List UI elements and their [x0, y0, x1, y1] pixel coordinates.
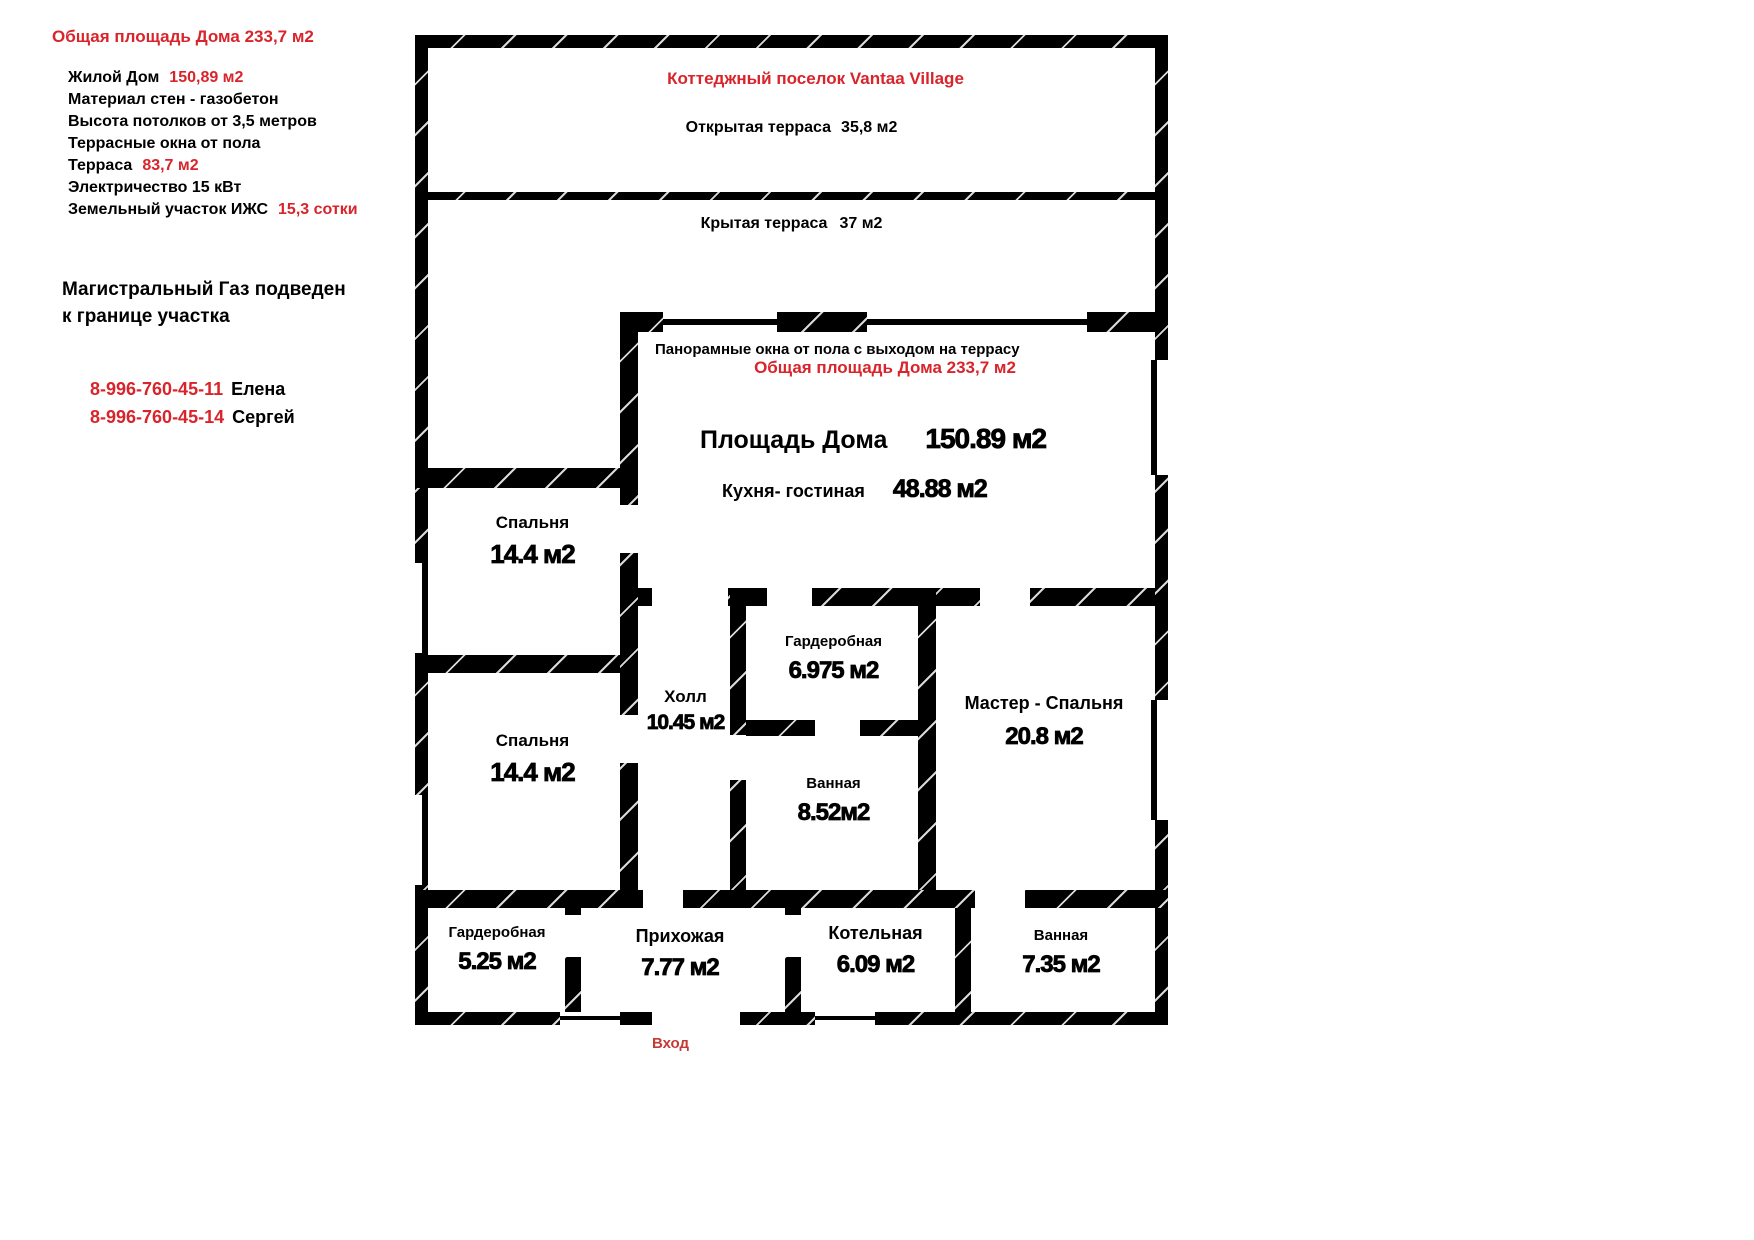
- entrance-door-opening: [652, 1012, 740, 1025]
- door-opening: [652, 588, 728, 606]
- room-name: Холл: [664, 687, 707, 706]
- terrace-area: 35,8 м2: [841, 119, 898, 136]
- house-area-label: Площадь Дома: [700, 426, 888, 454]
- phone-number: 8-996-760-45-11: [90, 379, 224, 399]
- info-label: Высота потолков от 3,5 метров: [68, 113, 317, 130]
- contacts: [90, 375, 295, 431]
- info-lines: [68, 67, 358, 221]
- room-name: Котельная: [828, 923, 923, 943]
- door-opening: [620, 505, 638, 553]
- info-line: [68, 111, 358, 133]
- info-line: [68, 155, 358, 177]
- door-opening: [730, 735, 746, 780]
- gas-note: [62, 276, 346, 330]
- wall-bottomrow-top: [415, 890, 1168, 908]
- house-area-line: [700, 423, 1046, 455]
- room-area: 20.8 м2: [1005, 722, 1083, 750]
- house-area-value: 150.89 м2: [925, 423, 1047, 454]
- info-value: 150,89 м2: [169, 69, 244, 86]
- window-marker: [560, 1012, 620, 1025]
- terrace-area: 37 м2: [839, 215, 883, 232]
- info-label: Жилой Дом: [68, 69, 160, 86]
- info-line: [68, 89, 358, 111]
- contact-name: Елена: [231, 379, 286, 399]
- terrace-name: Крытая терраса: [700, 215, 828, 232]
- room-area: 10.45 м2: [646, 711, 725, 735]
- window-marker: [1144, 360, 1168, 475]
- room-boiler: [793, 923, 958, 979]
- room-area: 8.52м2: [797, 799, 870, 826]
- room-name: Спальня: [495, 731, 570, 750]
- info-value: 15,3 сотки: [278, 201, 358, 218]
- open-terrace-label: [415, 119, 1168, 137]
- info-label: Терраса: [68, 157, 133, 174]
- room-area: 7.77 м2: [641, 953, 719, 981]
- gas-note-line1: Магистральный Газ подведен: [62, 279, 346, 300]
- phone-number: 8-996-760-45-14: [90, 407, 225, 427]
- info-label: Электричество 15 кВт: [68, 179, 242, 196]
- gas-note-line2: к границе участка: [62, 306, 230, 327]
- wall-bedroom-divider: [415, 655, 620, 673]
- window-marker: [415, 563, 439, 653]
- room-area: 6.09 м2: [836, 950, 915, 978]
- window-marker: [867, 312, 1087, 332]
- room-area: 6.975 м2: [788, 657, 879, 684]
- info-line: [68, 199, 358, 221]
- room-bedroom2: [445, 731, 620, 788]
- contact-name: Сергей: [232, 407, 295, 427]
- wall-outer-bottom: [415, 1012, 1168, 1025]
- room-bedroom1: [445, 513, 620, 570]
- window-marker: [415, 795, 439, 885]
- wall-outer-top: [415, 35, 1168, 48]
- door-opening: [643, 890, 683, 908]
- contact-line: [90, 375, 295, 403]
- room-name: Гардеробная: [448, 924, 546, 941]
- room-name: Спальня: [495, 513, 570, 532]
- info-line: [68, 133, 358, 155]
- wall-master-left: [918, 588, 936, 908]
- room-area: 14.4 м2: [490, 539, 575, 570]
- room-wardrobe1: [751, 633, 916, 685]
- info-line: [68, 177, 358, 199]
- info-label: Земельный участок ИЖС: [68, 201, 269, 218]
- info-line: [68, 67, 358, 89]
- room-name: Мастер - Спальня: [964, 693, 1124, 713]
- contact-line: [90, 403, 295, 431]
- total-area-note: Общая площадь Дома 233,7 м2: [754, 358, 1016, 377]
- window-marker: [815, 1012, 875, 1025]
- door-opening: [767, 588, 812, 606]
- total-area-title: Общая площадь Дома 233,7 м2: [52, 27, 314, 46]
- kitchen-living-line: [722, 475, 987, 504]
- window-marker: [663, 312, 777, 332]
- village-title: Коттеджный поселок Vantaa Village: [667, 69, 964, 88]
- wall-terrace-divider: [415, 192, 1168, 200]
- wall-house-left: [620, 312, 638, 908]
- room-name: Ванная: [806, 775, 861, 792]
- entrance-label: Вход: [651, 1035, 690, 1052]
- room-name: Гардеробная: [784, 633, 883, 650]
- room-wardrobe2: [423, 924, 571, 976]
- room-name: Прихожая: [635, 926, 725, 946]
- kitchen-living-value: 48.88 м2: [892, 475, 987, 503]
- terrace-name: Открытая терраса: [685, 119, 832, 136]
- room-bath2: [968, 927, 1154, 979]
- room-name: Ванная: [1033, 927, 1089, 944]
- wall-outer-right: [1155, 35, 1168, 1025]
- info-label: Террасные окна от пола: [68, 135, 261, 152]
- room-area: 5.25 м2: [458, 948, 536, 975]
- floor-plan: [415, 35, 1168, 1025]
- room-hall: [633, 687, 738, 735]
- room-area: 14.4 м2: [490, 757, 575, 788]
- door-opening: [980, 588, 1030, 606]
- info-value: 83,7 м2: [142, 157, 199, 174]
- room-bath1: [751, 775, 916, 827]
- wall-bedroom-top: [415, 468, 638, 488]
- covered-terrace-label: [415, 215, 1168, 233]
- kitchen-living-label: Кухня- гостиная: [722, 481, 865, 501]
- panoramic-windows-note: Панорамные окна от пола с выходом на террасу: [655, 341, 1020, 358]
- door-opening: [815, 720, 860, 736]
- info-label: Материал стен - газобетон: [68, 91, 279, 108]
- room-master-bedroom: [935, 693, 1153, 751]
- room-area: 7.35 м2: [1022, 951, 1100, 978]
- door-opening: [975, 890, 1025, 908]
- room-entry: [587, 926, 773, 982]
